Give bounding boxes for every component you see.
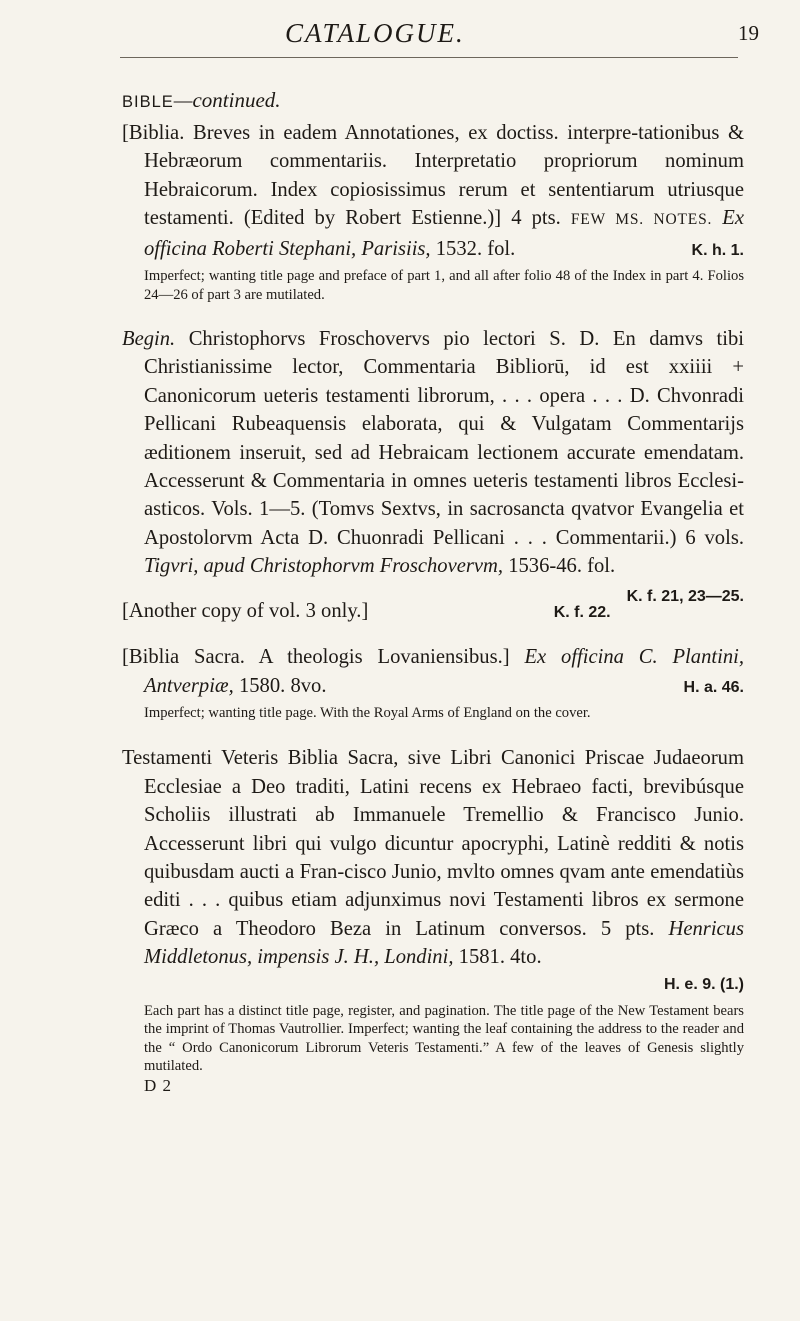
shelfmark: K. f. 22. xyxy=(553,603,611,621)
spacer xyxy=(122,304,744,325)
shelfmark: K. h. 1. xyxy=(691,241,744,259)
entry-date-format: 1536-46. fol. xyxy=(508,555,616,578)
entry-title: [Biblia Sacra. A theologis Lovaniensibus.] xyxy=(122,646,510,669)
catalogue-entry-1 xyxy=(122,119,744,304)
section-heading-main: BIBLE xyxy=(122,93,174,111)
spacer xyxy=(122,722,744,744)
entry-imprint: Ex officina C. Plantini, Antverpiæ, xyxy=(144,646,744,697)
entry-title: Christophorvs Froschovervs pio lectori S. D. En damvs tibi Christianissime lector, Commentaria Bibliorū, id est xxiiii + Canonicorum ueteris testamenti librorum, . . . opera . . . D. Chvonradi Pellicani Rubeaquensis elaborata, qui & Vulgatam Commentarijs æditionem inseruit, sed ad Hebraicam lectionem accurate emendatam. Accesserunt & Commentaria in omnes ueteris testamenti libros Ecclesi-asticos. Vols. 1—5. (Tomvs Sextvs, in sacrosancta qvatvor Evangelia et Apostolorvm Acta D. Chuonradi Pellicani . . . Commentarii.) 6 vols. xyxy=(144,328,744,549)
entry-text xyxy=(122,744,744,971)
entry-text xyxy=(122,325,744,605)
entry-imprint: Tigvri, apud Christophorvm Froschovervm, xyxy=(144,555,504,578)
entry-title: Testamenti Veteris Biblia Sacra, sive Libri Canonici Priscae Judaeorum Ecclesiae a Deo traditi, Latini recens ex Hebraeo facti, brevibúsque Scholiis illustrati ab Immanuele Tremellio & Francisco Junio. Accesserunt libri qui vulgo dicuntur apocryphi, Latinè redditi & notis quibusdam aucti a Fran-cisco Junio, mvlto omnes qvam ante emendatiùs editi . . . quibus etiam adjunximus novi Testamenti libros ex sermone Græco a Theodoro Beza in Latinum conversos. 5 pts. xyxy=(122,747,744,940)
page-number: 19 xyxy=(738,21,759,45)
catalogue-content xyxy=(122,86,744,1096)
spacer xyxy=(122,625,744,643)
signature-mark: D 2 xyxy=(144,1075,173,1095)
header-rule xyxy=(120,57,738,58)
entry-text xyxy=(122,119,744,263)
entry-title: [Another copy of vol. 3 only.] xyxy=(122,599,369,622)
entry-imprint: Ex officina Roberti Stephani, Parisiis, xyxy=(144,207,744,260)
entry-date-format: 1580. 8vo. xyxy=(238,674,327,697)
entry-text xyxy=(122,643,744,700)
catalogue-entry-2 xyxy=(122,325,744,605)
entry-date-format: 1581. 4to. xyxy=(458,946,542,969)
catalogue-entry-4 xyxy=(122,643,744,722)
entry-imprint: Henricus Middletonus, impensis J. H., Londini, xyxy=(144,917,744,969)
section-heading xyxy=(122,86,744,116)
page-header xyxy=(0,18,800,58)
section-heading-suffix: —continued. xyxy=(173,88,281,112)
running-title: CATALOGUE. xyxy=(285,18,465,48)
entry-note: Each part has a distinct title page, register, and pagination. The title page of the New Testament bears the imprint of Thomas Vautrollier. Imperfect; wanting the leaf containing the address to the reader and the “ Ordo Canonicorum Librorum Veteris Testamenti.” A few of the leaves of Genesis slightly mutilated. xyxy=(144,1002,744,1075)
entry-title: [Biblia. Breves in eadem Annotationes, ex doctiss. interpre-tationibus & Hebræorum commentariis. Interpretatio propriorum nominum Hebraicorum. Index copiosissimus rerum et sententiarum utriusque testamenti. (Edited by Robert Estienne.)] 4 pts. xyxy=(122,122,744,230)
shelfmark: H. e. 9. (1.) xyxy=(663,975,744,993)
shelfmark: H. a. 46. xyxy=(683,678,744,696)
entry-begin-label: Begin. xyxy=(122,328,176,351)
catalogue-entry-5 xyxy=(122,744,744,1095)
entry-note: Imperfect; wanting title page and preface of part 1, and all after folio 48 of the Index in part 4. Folios 24—26 of part 3 are mutilated. xyxy=(144,268,744,303)
shelfmark: K. f. 21, 23—25. xyxy=(626,587,744,605)
entry-note: Imperfect; wanting title page. With the Royal Arms of England on the cover. xyxy=(144,704,591,721)
entry-date-format: 1532. fol. xyxy=(435,237,516,260)
ms-notes: FEW MS. NOTES. xyxy=(570,211,713,229)
